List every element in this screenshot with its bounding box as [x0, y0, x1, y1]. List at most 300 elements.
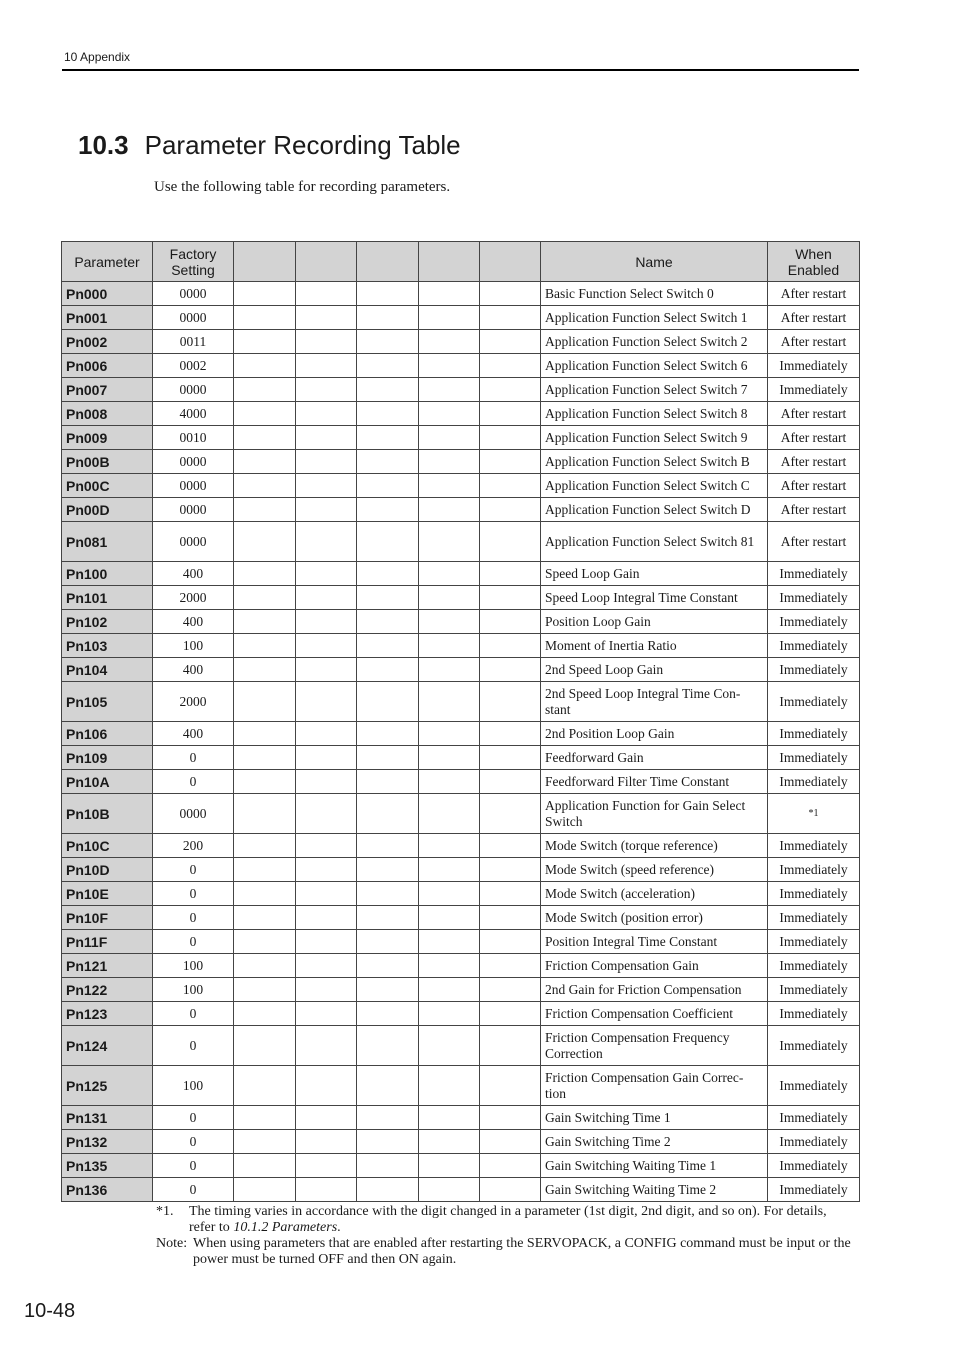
footnote-1-end: .	[337, 1220, 341, 1235]
footnote-1	[156, 1204, 856, 1236]
parameter-name: Gain Switching Waiting Time 2	[541, 1178, 768, 1202]
factory-setting: 0010	[153, 426, 234, 450]
factory-setting: 0	[153, 1178, 234, 1202]
parameter-code: Pn131	[62, 1106, 153, 1130]
record-cell-2	[296, 1106, 357, 1130]
parameter-name: Position Integral Time Constant	[541, 930, 768, 954]
record-cell-1	[234, 450, 296, 474]
parameter-code: Pn121	[62, 954, 153, 978]
record-cell-5	[480, 858, 541, 882]
parameter-name: Position Loop Gain	[541, 610, 768, 634]
factory-setting: 0000	[153, 522, 234, 562]
table-row	[62, 978, 860, 1002]
record-cell-5	[480, 1130, 541, 1154]
record-cell-5	[480, 610, 541, 634]
factory-setting: 400	[153, 658, 234, 682]
factory-setting: 100	[153, 1066, 234, 1106]
record-cell-3	[357, 330, 419, 354]
factory-setting: 0	[153, 858, 234, 882]
parameter-name: 2nd Speed Loop Gain	[541, 658, 768, 682]
factory-setting: 0000	[153, 306, 234, 330]
table-row	[62, 634, 860, 658]
when-enabled: Immediately	[768, 770, 860, 794]
record-cell-1	[234, 1002, 296, 1026]
parameter-name: Basic Function Select Switch 0	[541, 282, 768, 306]
parameter-name: Mode Switch (acceleration)	[541, 882, 768, 906]
when-enabled: After restart	[768, 306, 860, 330]
running-head: 10 Appendix	[64, 50, 131, 64]
record-cell-2	[296, 450, 357, 474]
when-enabled: After restart	[768, 522, 860, 562]
factory-setting: 0000	[153, 794, 234, 834]
table-row	[62, 354, 860, 378]
record-cell-1	[234, 474, 296, 498]
factory-setting: 100	[153, 978, 234, 1002]
record-cell-3	[357, 1178, 419, 1202]
when-enabled: Immediately	[768, 682, 860, 722]
record-cell-1	[234, 610, 296, 634]
record-cell-3	[357, 978, 419, 1002]
table-row	[62, 746, 860, 770]
record-cell-5	[480, 522, 541, 562]
record-cell-5	[480, 722, 541, 746]
parameter-name: Friction Compensation Frequency Correction	[541, 1026, 768, 1066]
record-cell-1	[234, 1026, 296, 1066]
record-cell-1	[234, 306, 296, 330]
record-cell-1	[234, 282, 296, 306]
record-cell-4	[419, 402, 480, 426]
record-cell-5	[480, 906, 541, 930]
header-rule	[62, 69, 859, 71]
record-cell-1	[234, 330, 296, 354]
record-cell-3	[357, 682, 419, 722]
record-cell-3	[357, 1026, 419, 1066]
parameter-name: Application Function Select Switch 7	[541, 378, 768, 402]
record-cell-2	[296, 1066, 357, 1106]
parameter-code: Pn009	[62, 426, 153, 450]
record-cell-2	[296, 1002, 357, 1026]
table-row	[62, 562, 860, 586]
record-cell-3	[357, 1154, 419, 1178]
table-row	[62, 426, 860, 450]
table-row	[62, 402, 860, 426]
parameter-name: Application Function Select Switch 1	[541, 306, 768, 330]
record-cell-3	[357, 930, 419, 954]
when-enabled: Immediately	[768, 722, 860, 746]
factory-setting: 2000	[153, 586, 234, 610]
record-cell-5	[480, 930, 541, 954]
parameter-code: Pn00D	[62, 498, 153, 522]
record-cell-1	[234, 498, 296, 522]
table-row	[62, 498, 860, 522]
record-cell-2	[296, 1130, 357, 1154]
record-cell-3	[357, 834, 419, 858]
note-mark: Note:	[156, 1236, 188, 1251]
parameter-name: 2nd Speed Loop Integral Time Con-stant	[541, 682, 768, 722]
record-cell-4	[419, 906, 480, 930]
record-cell-5	[480, 354, 541, 378]
record-cell-4	[419, 562, 480, 586]
parameter-code: Pn001	[62, 306, 153, 330]
when-enabled: Immediately	[768, 658, 860, 682]
col-header-factory-setting: Factory Setting	[153, 242, 234, 282]
record-cell-5	[480, 402, 541, 426]
record-cell-1	[234, 906, 296, 930]
record-cell-3	[357, 402, 419, 426]
record-cell-5	[480, 658, 541, 682]
record-cell-4	[419, 306, 480, 330]
record-cell-4	[419, 858, 480, 882]
record-cell-5	[480, 794, 541, 834]
record-cell-4	[419, 682, 480, 722]
record-cell-2	[296, 354, 357, 378]
footnote-1-text: The timing varies in accordance with the digit changed in a parameter (1st digit, 2nd digit, and so on). For details, refer to	[189, 1204, 827, 1235]
table-row	[62, 282, 860, 306]
record-cell-4	[419, 882, 480, 906]
record-cell-5	[480, 1178, 541, 1202]
record-cell-1	[234, 522, 296, 562]
table-row	[62, 378, 860, 402]
parameter-name: Application Function Select Switch C	[541, 474, 768, 498]
record-cell-4	[419, 378, 480, 402]
when-enabled: Immediately	[768, 930, 860, 954]
record-cell-1	[234, 954, 296, 978]
factory-setting: 0	[153, 746, 234, 770]
record-cell-1	[234, 834, 296, 858]
parameter-name: Application Function Select Switch 2	[541, 330, 768, 354]
record-cell-3	[357, 722, 419, 746]
parameter-code: Pn10B	[62, 794, 153, 834]
parameter-code: Pn105	[62, 682, 153, 722]
when-enabled: Immediately	[768, 1154, 860, 1178]
record-cell-5	[480, 498, 541, 522]
parameter-code: Pn103	[62, 634, 153, 658]
record-cell-5	[480, 770, 541, 794]
record-cell-3	[357, 562, 419, 586]
table-row	[62, 1106, 860, 1130]
record-cell-2	[296, 282, 357, 306]
factory-setting: 0	[153, 1154, 234, 1178]
footnote-1-reference: 10.1.2 Parameters	[233, 1220, 338, 1235]
record-cell-2	[296, 794, 357, 834]
parameter-name: Gain Switching Time 1	[541, 1106, 768, 1130]
table-row	[62, 658, 860, 682]
when-enabled: Immediately	[768, 906, 860, 930]
record-cell-1	[234, 746, 296, 770]
parameter-code: Pn106	[62, 722, 153, 746]
parameter-name: 2nd Gain for Friction Compensation	[541, 978, 768, 1002]
record-cell-3	[357, 586, 419, 610]
record-cell-4	[419, 354, 480, 378]
when-enabled: After restart	[768, 474, 860, 498]
record-cell-1	[234, 1130, 296, 1154]
factory-setting: 400	[153, 722, 234, 746]
parameter-name: Mode Switch (torque reference)	[541, 834, 768, 858]
record-cell-2	[296, 746, 357, 770]
parameter-code: Pn125	[62, 1066, 153, 1106]
when-enabled: Immediately	[768, 1026, 860, 1066]
record-cell-1	[234, 658, 296, 682]
record-cell-3	[357, 954, 419, 978]
record-cell-3	[357, 426, 419, 450]
record-cell-1	[234, 930, 296, 954]
record-cell-5	[480, 882, 541, 906]
col-header-parameter: Parameter	[62, 242, 153, 282]
record-cell-5	[480, 1154, 541, 1178]
page-number: 10-48	[24, 1300, 76, 1322]
table-row	[62, 1130, 860, 1154]
record-cell-5	[480, 474, 541, 498]
when-enabled: Immediately	[768, 834, 860, 858]
record-cell-2	[296, 378, 357, 402]
section-number: 10.3	[78, 130, 129, 160]
when-enabled: After restart	[768, 426, 860, 450]
record-cell-2	[296, 522, 357, 562]
record-cell-5	[480, 1106, 541, 1130]
record-cell-5	[480, 426, 541, 450]
record-cell-3	[357, 378, 419, 402]
when-enabled: Immediately	[768, 1106, 860, 1130]
record-cell-4	[419, 634, 480, 658]
parameter-name: Application Function Select Switch 81	[541, 522, 768, 562]
record-cell-2	[296, 402, 357, 426]
record-cell-4	[419, 978, 480, 1002]
col-header-record-4	[419, 242, 480, 282]
parameter-table	[61, 241, 860, 1202]
factory-setting: 0	[153, 1002, 234, 1026]
table-row	[62, 930, 860, 954]
parameter-name: Gain Switching Waiting Time 1	[541, 1154, 768, 1178]
footnote-1-body	[189, 1204, 856, 1236]
when-enabled: Immediately	[768, 1130, 860, 1154]
record-cell-2	[296, 882, 357, 906]
table-row	[62, 610, 860, 634]
record-cell-1	[234, 770, 296, 794]
parameter-code: Pn132	[62, 1130, 153, 1154]
record-cell-2	[296, 770, 357, 794]
parameter-code: Pn109	[62, 746, 153, 770]
when-enabled: After restart	[768, 498, 860, 522]
parameter-name: Application Function Select Switch 8	[541, 402, 768, 426]
when-enabled: After restart	[768, 402, 860, 426]
factory-setting: 0011	[153, 330, 234, 354]
when-enabled: Immediately	[768, 586, 860, 610]
record-cell-2	[296, 426, 357, 450]
factory-setting: 0	[153, 930, 234, 954]
parameter-name: Feedforward Gain	[541, 746, 768, 770]
record-cell-5	[480, 978, 541, 1002]
table-row	[62, 834, 860, 858]
record-cell-4	[419, 1130, 480, 1154]
record-cell-2	[296, 658, 357, 682]
when-enabled: Immediately	[768, 882, 860, 906]
parameter-code: Pn006	[62, 354, 153, 378]
parameter-code: Pn122	[62, 978, 153, 1002]
record-cell-3	[357, 498, 419, 522]
factory-setting: 0000	[153, 378, 234, 402]
table-row	[62, 682, 860, 722]
table-row	[62, 882, 860, 906]
record-cell-1	[234, 1178, 296, 1202]
factory-setting: 100	[153, 954, 234, 978]
record-cell-4	[419, 658, 480, 682]
parameter-code: Pn081	[62, 522, 153, 562]
record-cell-5	[480, 682, 541, 722]
record-cell-1	[234, 634, 296, 658]
table-row	[62, 1002, 860, 1026]
table-row	[62, 770, 860, 794]
record-cell-3	[357, 354, 419, 378]
record-cell-4	[419, 450, 480, 474]
parameter-code: Pn000	[62, 282, 153, 306]
table-row	[62, 722, 860, 746]
when-enabled: Immediately	[768, 378, 860, 402]
when-enabled: After restart	[768, 282, 860, 306]
factory-setting: 200	[153, 834, 234, 858]
record-cell-2	[296, 634, 357, 658]
record-cell-3	[357, 474, 419, 498]
footnote-1-mark: *1.	[156, 1204, 174, 1219]
parameter-name: Feedforward Filter Time Constant	[541, 770, 768, 794]
table-row	[62, 1178, 860, 1202]
record-cell-2	[296, 474, 357, 498]
table-row	[62, 306, 860, 330]
parameter-name: Friction Compensation Gain	[541, 954, 768, 978]
parameter-code: Pn124	[62, 1026, 153, 1066]
record-cell-2	[296, 1178, 357, 1202]
parameter-code: Pn123	[62, 1002, 153, 1026]
col-header-name: Name	[541, 242, 768, 282]
record-cell-5	[480, 562, 541, 586]
record-cell-3	[357, 1106, 419, 1130]
record-cell-3	[357, 906, 419, 930]
record-cell-1	[234, 1106, 296, 1130]
record-cell-1	[234, 794, 296, 834]
parameter-code: Pn10A	[62, 770, 153, 794]
record-cell-1	[234, 586, 296, 610]
record-cell-2	[296, 682, 357, 722]
when-enabled: Immediately	[768, 1178, 860, 1202]
parameter-code: Pn008	[62, 402, 153, 426]
factory-setting: 0002	[153, 354, 234, 378]
factory-setting: 0	[153, 1026, 234, 1066]
record-cell-5	[480, 834, 541, 858]
record-cell-5	[480, 634, 541, 658]
parameter-code: Pn00C	[62, 474, 153, 498]
record-cell-2	[296, 586, 357, 610]
parameter-name: Friction Compensation Coefficient	[541, 1002, 768, 1026]
record-cell-4	[419, 282, 480, 306]
factory-setting: 0000	[153, 282, 234, 306]
parameter-name: Application Function for Gain Select Switch	[541, 794, 768, 834]
record-cell-4	[419, 610, 480, 634]
record-cell-2	[296, 498, 357, 522]
record-cell-4	[419, 794, 480, 834]
when-enabled: Immediately	[768, 858, 860, 882]
record-cell-5	[480, 378, 541, 402]
record-cell-4	[419, 1026, 480, 1066]
record-cell-1	[234, 1154, 296, 1178]
record-cell-4	[419, 498, 480, 522]
parameter-name: Mode Switch (position error)	[541, 906, 768, 930]
section-heading	[78, 130, 461, 161]
record-cell-3	[357, 658, 419, 682]
record-cell-5	[480, 306, 541, 330]
parameter-code: Pn11F	[62, 930, 153, 954]
factory-setting: 100	[153, 634, 234, 658]
record-cell-5	[480, 1066, 541, 1106]
factory-setting: 0000	[153, 498, 234, 522]
parameter-code: Pn002	[62, 330, 153, 354]
parameter-code: Pn00B	[62, 450, 153, 474]
col-header-record-5	[480, 242, 541, 282]
when-enabled: Immediately	[768, 954, 860, 978]
parameter-name: Speed Loop Integral Time Constant	[541, 586, 768, 610]
table-row	[62, 954, 860, 978]
record-cell-2	[296, 306, 357, 330]
record-cell-5	[480, 450, 541, 474]
record-cell-1	[234, 978, 296, 1002]
record-cell-2	[296, 562, 357, 586]
record-cell-1	[234, 402, 296, 426]
note-text: When using parameters that are enabled after restarting the SERVOPACK, a CONFIG command must be input or the power must be turned OFF and then ON again.	[193, 1236, 851, 1267]
record-cell-2	[296, 722, 357, 746]
record-cell-3	[357, 882, 419, 906]
record-cell-1	[234, 426, 296, 450]
table-row	[62, 1154, 860, 1178]
parameter-name: 2nd Position Loop Gain	[541, 722, 768, 746]
when-enabled: Immediately	[768, 610, 860, 634]
record-cell-3	[357, 634, 419, 658]
record-cell-4	[419, 722, 480, 746]
parameter-code: Pn10F	[62, 906, 153, 930]
note	[156, 1236, 856, 1268]
parameter-code: Pn10E	[62, 882, 153, 906]
parameter-code: Pn10D	[62, 858, 153, 882]
parameter-name: Mode Switch (speed reference)	[541, 858, 768, 882]
record-cell-5	[480, 330, 541, 354]
record-cell-2	[296, 978, 357, 1002]
when-enabled: Immediately	[768, 746, 860, 770]
parameter-name: Application Function Select Switch B	[541, 450, 768, 474]
record-cell-5	[480, 746, 541, 770]
table-row	[62, 1066, 860, 1106]
record-cell-4	[419, 1066, 480, 1106]
record-cell-4	[419, 522, 480, 562]
record-cell-2	[296, 1026, 357, 1066]
factory-setting: 0	[153, 882, 234, 906]
record-cell-5	[480, 282, 541, 306]
parameter-code: Pn136	[62, 1178, 153, 1202]
record-cell-3	[357, 770, 419, 794]
factory-setting: 0000	[153, 474, 234, 498]
record-cell-3	[357, 746, 419, 770]
when-enabled: Immediately	[768, 978, 860, 1002]
factory-setting: 0000	[153, 450, 234, 474]
table-header-row	[62, 242, 860, 282]
record-cell-2	[296, 858, 357, 882]
table-row	[62, 794, 860, 834]
record-cell-4	[419, 1002, 480, 1026]
record-cell-2	[296, 930, 357, 954]
parameter-name: Application Function Select Switch 9	[541, 426, 768, 450]
record-cell-3	[357, 1002, 419, 1026]
parameter-name: Application Function Select Switch 6	[541, 354, 768, 378]
table-body	[62, 282, 860, 1202]
table-row	[62, 586, 860, 610]
when-enabled: Immediately	[768, 1002, 860, 1026]
table-row	[62, 906, 860, 930]
